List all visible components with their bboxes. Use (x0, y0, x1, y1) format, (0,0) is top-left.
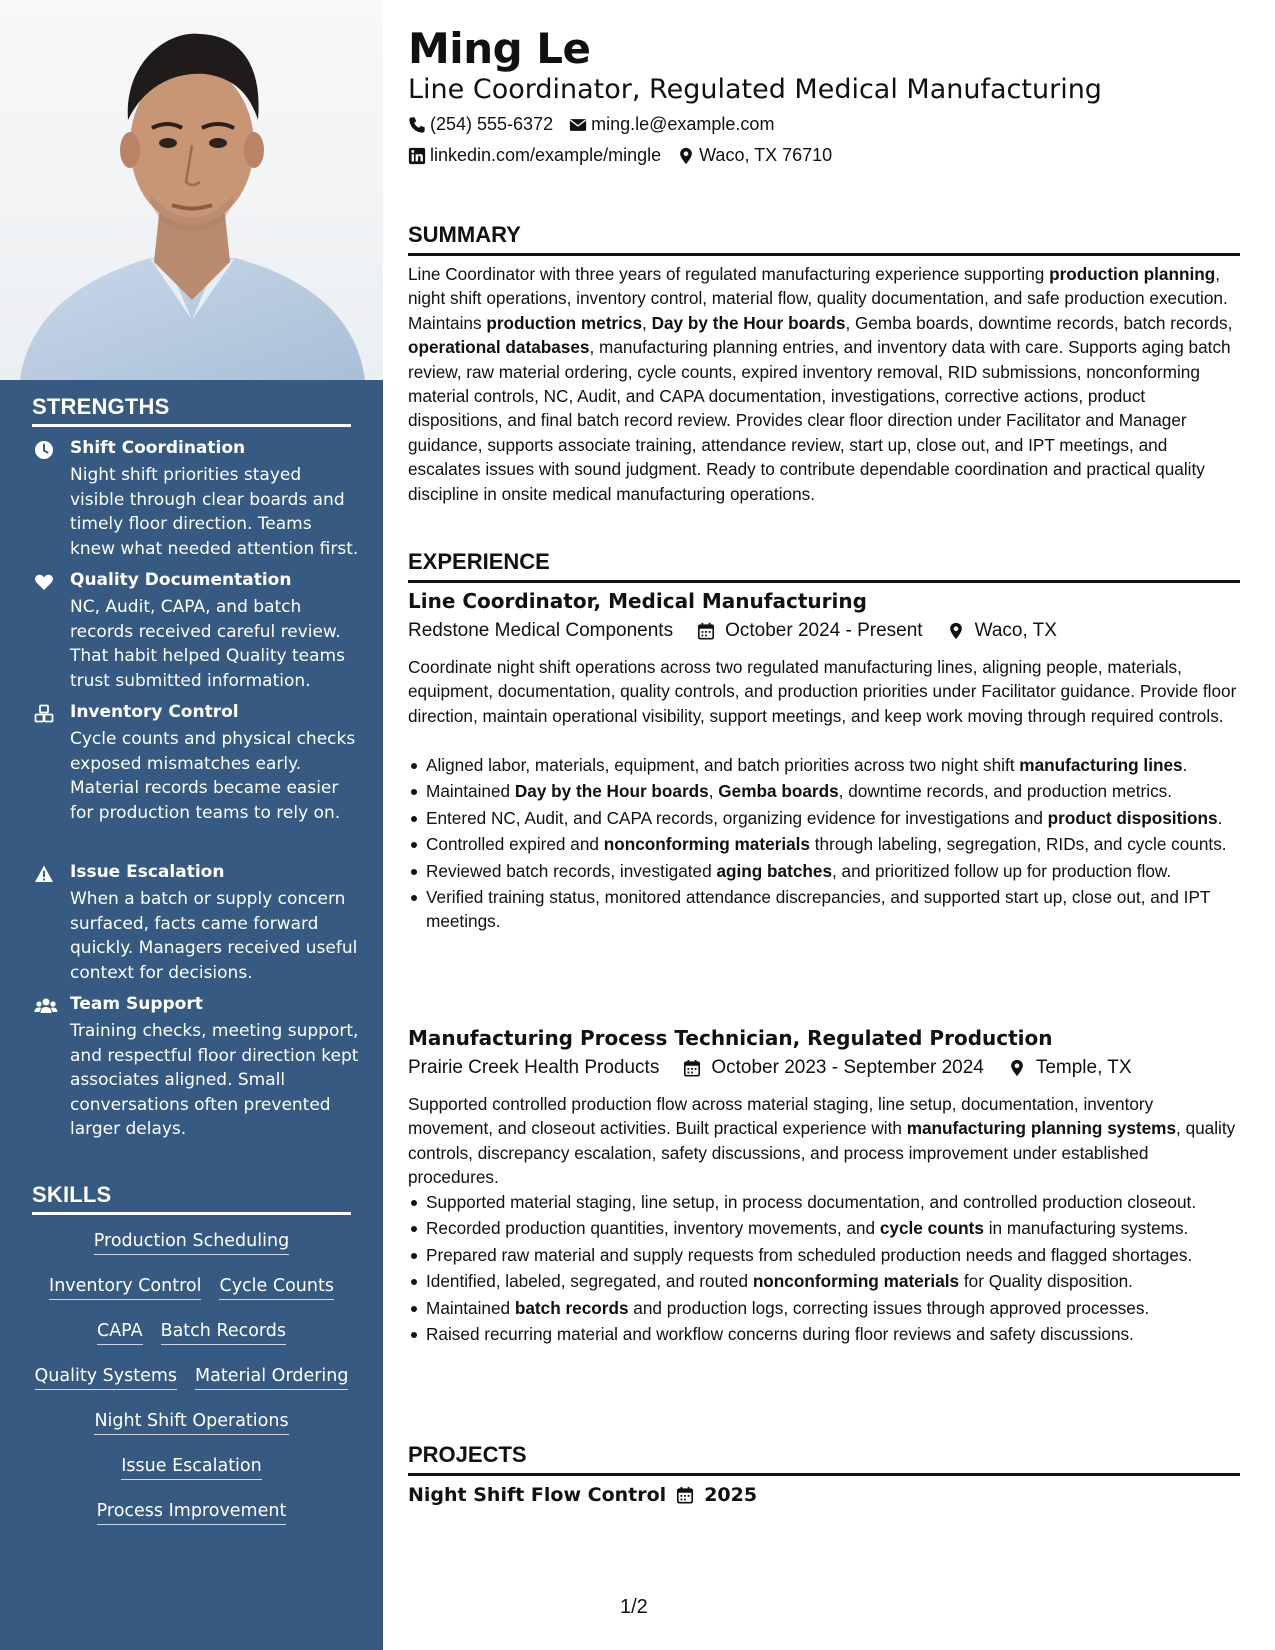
job-description (408, 1092, 1240, 1190)
skill-tag: Process Improvement (97, 1501, 287, 1525)
page-number: 1/2 (620, 1596, 648, 1618)
bullet-item (408, 1243, 1240, 1267)
strength-title: Team Support (70, 994, 203, 1014)
strengths-heading: STRENGTHS (32, 394, 351, 427)
bold-text: nonconforming materials (752, 1271, 960, 1292)
bullet-item (408, 885, 1240, 934)
skills-row (32, 1321, 351, 1345)
text-run: , quality controls, discrepancy escalation, safety discussions, and process improvement under established procedures. (408, 1118, 1236, 1188)
phone-item[interactable] (408, 114, 553, 135)
skill-tag: Inventory Control (49, 1276, 201, 1300)
job-location: Temple, TX (1035, 1057, 1132, 1078)
contact-row (408, 114, 774, 135)
bullet-item (408, 1296, 1240, 1320)
text-run: Reviewed batch records, investigated (426, 860, 717, 881)
strength-title: Shift Coordination (70, 438, 246, 458)
text-run: Supported material staging, line setup, in process documentation, and controlled production closeout. (426, 1192, 1197, 1212)
project-item (408, 1484, 757, 1506)
skills-row (32, 1501, 351, 1525)
headline: Line Coordinator, Regulated Medical Manufacturing (408, 74, 1102, 105)
text-run: Maintained (426, 781, 515, 802)
project-title: Night Shift Flow Control (408, 1484, 667, 1506)
profile-photo (0, 0, 383, 380)
text-run: Raised recurring material and workflow concerns during floor reviews and safety discussions. (426, 1324, 1134, 1345)
person-photo-icon (0, 0, 383, 380)
text-run: , night shift operations, inventory control, material flow, quality documentation, and safe production execution. Maintains (408, 264, 1228, 333)
strength-title: Inventory Control (70, 702, 239, 722)
skills-row (32, 1231, 351, 1255)
sidebar (0, 0, 383, 1650)
location-text: Waco, TX 76710 (699, 145, 833, 165)
job-meta (408, 620, 1057, 642)
job-description: Coordinate night shift operations across two regulated manufacturing lines, aligning people, materials, equipment, documentation, quality controls, and production priorities under Facilitator guidance. Provide floor direction, maintain operational visibility, support meetings, and keep work moving through required controls. (408, 657, 1237, 726)
experience-heading: EXPERIENCE (408, 549, 1240, 583)
bold-text: manufacturing lines (1019, 755, 1183, 775)
summary-text (408, 262, 1240, 506)
text-run: , Gemba boards, downtime records, batch records, (845, 312, 1233, 333)
job-title: Manufacturing Process Technician, Regulated Production (408, 1026, 1053, 1050)
heart-icon (34, 572, 54, 592)
map-pin-icon (677, 147, 695, 165)
text-run: in manufacturing systems. (983, 1218, 1189, 1239)
map-pin-icon (947, 622, 965, 640)
calendar-icon (683, 1059, 701, 1077)
candidate-name: Ming Le (408, 24, 591, 73)
clock-icon (34, 440, 54, 460)
text-run: Identified, labeled, segregated, and routed (426, 1271, 753, 1292)
bullet-item (408, 753, 1240, 777)
company-name: Prairie Creek Health Products (408, 1057, 660, 1078)
skill-tag: Production Scheduling (94, 1231, 289, 1255)
text-run: , (642, 312, 652, 333)
email-item[interactable] (569, 114, 774, 135)
bullet-item (408, 779, 1240, 803)
linkedin-text: linkedin.com/example/mingle (430, 145, 662, 165)
project-year: 2025 (704, 1484, 758, 1506)
bullet-item (408, 832, 1240, 856)
linkedin-icon (408, 147, 426, 165)
strength-title: Quality Documentation (70, 570, 292, 590)
skills-heading: SKILLS (32, 1182, 351, 1215)
linkedin-item[interactable] (408, 145, 661, 166)
contact-row (408, 145, 832, 166)
text-run: . (1217, 807, 1223, 828)
strength-title: Issue Escalation (70, 862, 225, 882)
skills-row (32, 1276, 351, 1300)
text-run: Line Coordinator with three years of regulated manufacturing experience supporting (408, 264, 1050, 284)
calendar-icon (676, 1486, 694, 1504)
strength-text: When a batch or supply concern surfaced, facts came forward quickly. Managers received useful context for decisions. (70, 889, 358, 983)
bold-text: production planning (1049, 264, 1216, 284)
bold-text: product dispositions (1047, 807, 1218, 828)
location-item (677, 145, 832, 166)
skill-tag: Quality Systems (35, 1366, 177, 1390)
skills-row (32, 1456, 351, 1480)
bold-text: batch records (514, 1297, 629, 1318)
envelope-icon (569, 116, 587, 134)
text-run: Supported controlled production flow across material staging, line setup, documentation, inventory movement, and closeout activities. Built practical experience with (408, 1094, 1154, 1139)
job-dates: October 2023 - September 2024 (711, 1057, 984, 1078)
job-dates: October 2024 - Present (725, 620, 923, 641)
sidebar-panel (0, 380, 383, 1650)
skill-tag: Night Shift Operations (94, 1411, 288, 1435)
bold-text: cycle counts (879, 1218, 984, 1239)
text-run: Verified training status, monitored attendance discrepancies, and supported start up, close out, and IPT meetings. (426, 887, 1211, 932)
text-run: Recorded production quantities, inventory movements, and (426, 1218, 880, 1239)
boxes-icon (34, 704, 54, 724)
bold-text: nonconforming materials (603, 834, 810, 855)
text-run: , downtime records, and production metrics. (838, 781, 1173, 802)
job-bullets (408, 753, 1240, 936)
job-title: Line Coordinator, Medical Manufacturing (408, 589, 867, 613)
bullet-item (408, 1216, 1240, 1240)
bold-text: Gemba boards (718, 781, 839, 802)
strength-text: Cycle counts and physical checks exposed mismatches early. Material records became easier for production teams to rely on. (70, 729, 356, 823)
phone-icon (408, 116, 426, 134)
skill-tag: Material Ordering (195, 1366, 348, 1390)
bullet-item (408, 859, 1240, 883)
strength-text: Training checks, meeting support, and respectful floor direction kept associates aligned. Small conversations often prevented larger delays. (70, 1021, 359, 1139)
job-location: Waco, TX (974, 620, 1057, 641)
projects-heading: PROJECTS (408, 1442, 1240, 1476)
map-pin-icon (1008, 1059, 1026, 1077)
bold-text: operational databases (408, 337, 590, 358)
bold-text: manufacturing planning systems (906, 1118, 1177, 1139)
bullet-item (408, 1322, 1240, 1346)
calendar-icon (697, 622, 715, 640)
text-run: , and prioritized follow up for production flow. (832, 860, 1172, 881)
text-run: , manufacturing planning entries, and inventory data with care. Supports aging batch review, raw material ordering, cycle counts, expired inventory removal, RID submissions, nonconforming material controls, NC, Audit, and CAPA documentation, investigations, corrective actions, product dispositions, and final batch record review. Provides clear floor direction under Facilitator and Manager guidance, supports associate training, attendance review, start up, close out, and IPT meetings, and escalates issues with sound judgment. Ready to contribute dependable coordination and practical quality discipline in onsite medical manufacturing operations. (408, 337, 1231, 504)
job-bullets (408, 1190, 1240, 1348)
skill-tag: Batch Records (161, 1321, 286, 1345)
warning-icon (34, 864, 54, 884)
team-icon (34, 996, 58, 1016)
bold-text: Day by the Hour boards (651, 312, 846, 333)
phone-text: (254) 555-6372 (430, 114, 554, 134)
skill-tag: Issue Escalation (121, 1456, 261, 1480)
skill-tag: Cycle Counts (219, 1276, 333, 1300)
text-run: . (1182, 755, 1188, 775)
text-run: for Quality disposition. (959, 1271, 1133, 1292)
bold-text: aging batches (716, 860, 832, 881)
email-text: ming.le@example.com (591, 114, 775, 134)
bullet-item (408, 806, 1240, 830)
text-run: Prepared raw material and supply requests from scheduled production needs and flagged shortages. (426, 1244, 1193, 1265)
strength-text: NC, Audit, CAPA, and batch records received careful review. That habit helped Quality teams trust submitted information. (70, 597, 345, 691)
skills-row (32, 1411, 351, 1435)
summary-heading: SUMMARY (408, 222, 1240, 256)
text-run: , (708, 781, 719, 802)
bullet-item (408, 1269, 1240, 1293)
text-run: through labeling, segregation, RIDs, and cycle counts. (810, 834, 1227, 855)
text-run: Controlled expired and (426, 834, 604, 855)
text-run: and production logs, correcting issues through approved processes. (628, 1297, 1150, 1318)
skills-row (32, 1366, 351, 1390)
text-run: Entered NC, Audit, and CAPA records, organizing evidence for investigations and (426, 807, 1048, 828)
text-run: Aligned labor, materials, equipment, and batch priorities across two night shift (426, 755, 1020, 775)
bold-text: production metrics (486, 312, 643, 333)
skill-tag: CAPA (97, 1321, 143, 1345)
company-name: Redstone Medical Components (408, 620, 674, 641)
job-meta (408, 1057, 1132, 1079)
bullet-item (408, 1190, 1240, 1214)
text-run: Maintained (426, 1297, 515, 1318)
strength-text: Night shift priorities stayed visible through clear boards and timely floor direction. Teams knew what needed attention first. (70, 465, 359, 559)
bold-text: Day by the Hour boards (514, 781, 709, 802)
